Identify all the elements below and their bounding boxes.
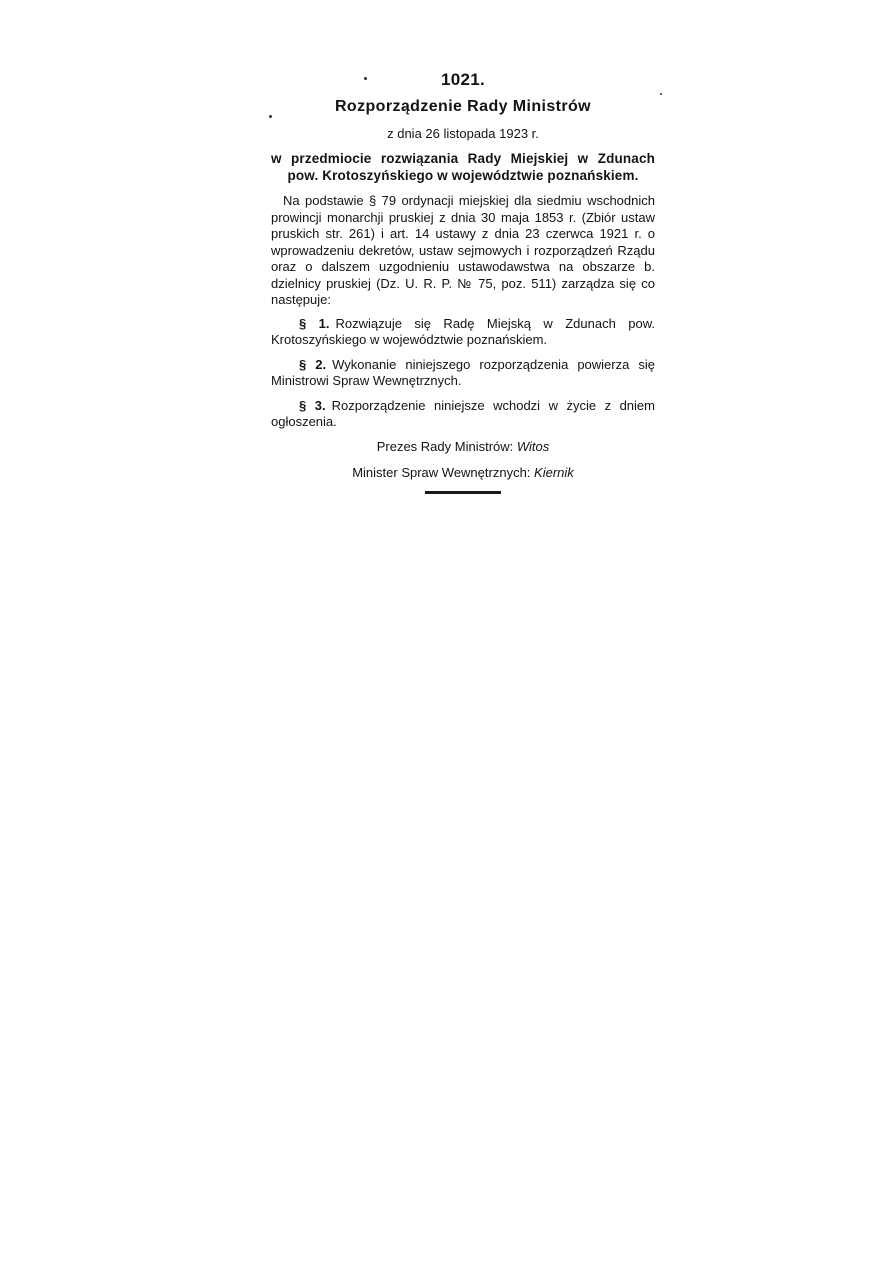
section-text: Rozporządzenie niniejsze wchodzi w życie z dniem ogłoszenia. xyxy=(271,397,655,429)
signature-role: Minister Spraw Wewnętrznych: xyxy=(352,464,531,480)
section-1 xyxy=(271,316,655,349)
section-text: Wykonanie niniejszego rozporządzenia powierza się Ministrowi Spraw Wewnętrznych. xyxy=(271,356,655,388)
scan-speck xyxy=(660,93,662,95)
act-number: 1021. xyxy=(440,70,486,89)
document-date: z dnia 26 listopada 1923 r. xyxy=(387,126,539,141)
document-title: Rozporządzenie Rady Ministrów xyxy=(334,98,592,115)
section-text: Rozwiązuje się Radę Miejską w Zdunach pow. Krotoszyńskiego w województwie poznańskiem. xyxy=(271,315,655,347)
signature-role: Prezes Rady Ministrów: xyxy=(376,438,514,454)
signature-prime-minister xyxy=(271,439,655,454)
scan-speck xyxy=(269,115,272,118)
section-3 xyxy=(271,398,655,431)
document-page xyxy=(271,70,655,494)
section-sign: § 3. xyxy=(299,397,326,413)
section-sign: § 2. xyxy=(299,356,327,372)
signature-interior-minister xyxy=(271,465,655,480)
signature-name: Kiernik xyxy=(534,464,574,480)
closing-rule xyxy=(425,491,501,494)
signature-name: Witos xyxy=(516,438,550,454)
document-subject: w przedmiocie rozwiązania Rady Miejskiej w Zdunach pow. Krotoszyńskiego w województwie poznańskiem. xyxy=(271,151,655,183)
preamble-paragraph: Na podstawie § 79 ordynacji miejskiej dla siedmiu wschodnich prowincji monarchji pruskiej z dnia 30 maja 1853 r. (Zbiór ustaw pruskich str. 261) i art. 14 ustawy z dnia 23 czerwca 1921 r. o wprowadzeniu dekretów, ustaw sejmowych i rozporządzeń Rządu oraz o dalszem uzgodnieniu ustawodawstwa na obszarze b. dzielnicy pruskiej (Dz. U. R. P. № 75, poz. 511) zarządza się co następuje: xyxy=(271,193,655,307)
scan-speck xyxy=(364,77,367,80)
section-sign: § 1. xyxy=(299,315,330,331)
section-2 xyxy=(271,357,655,390)
